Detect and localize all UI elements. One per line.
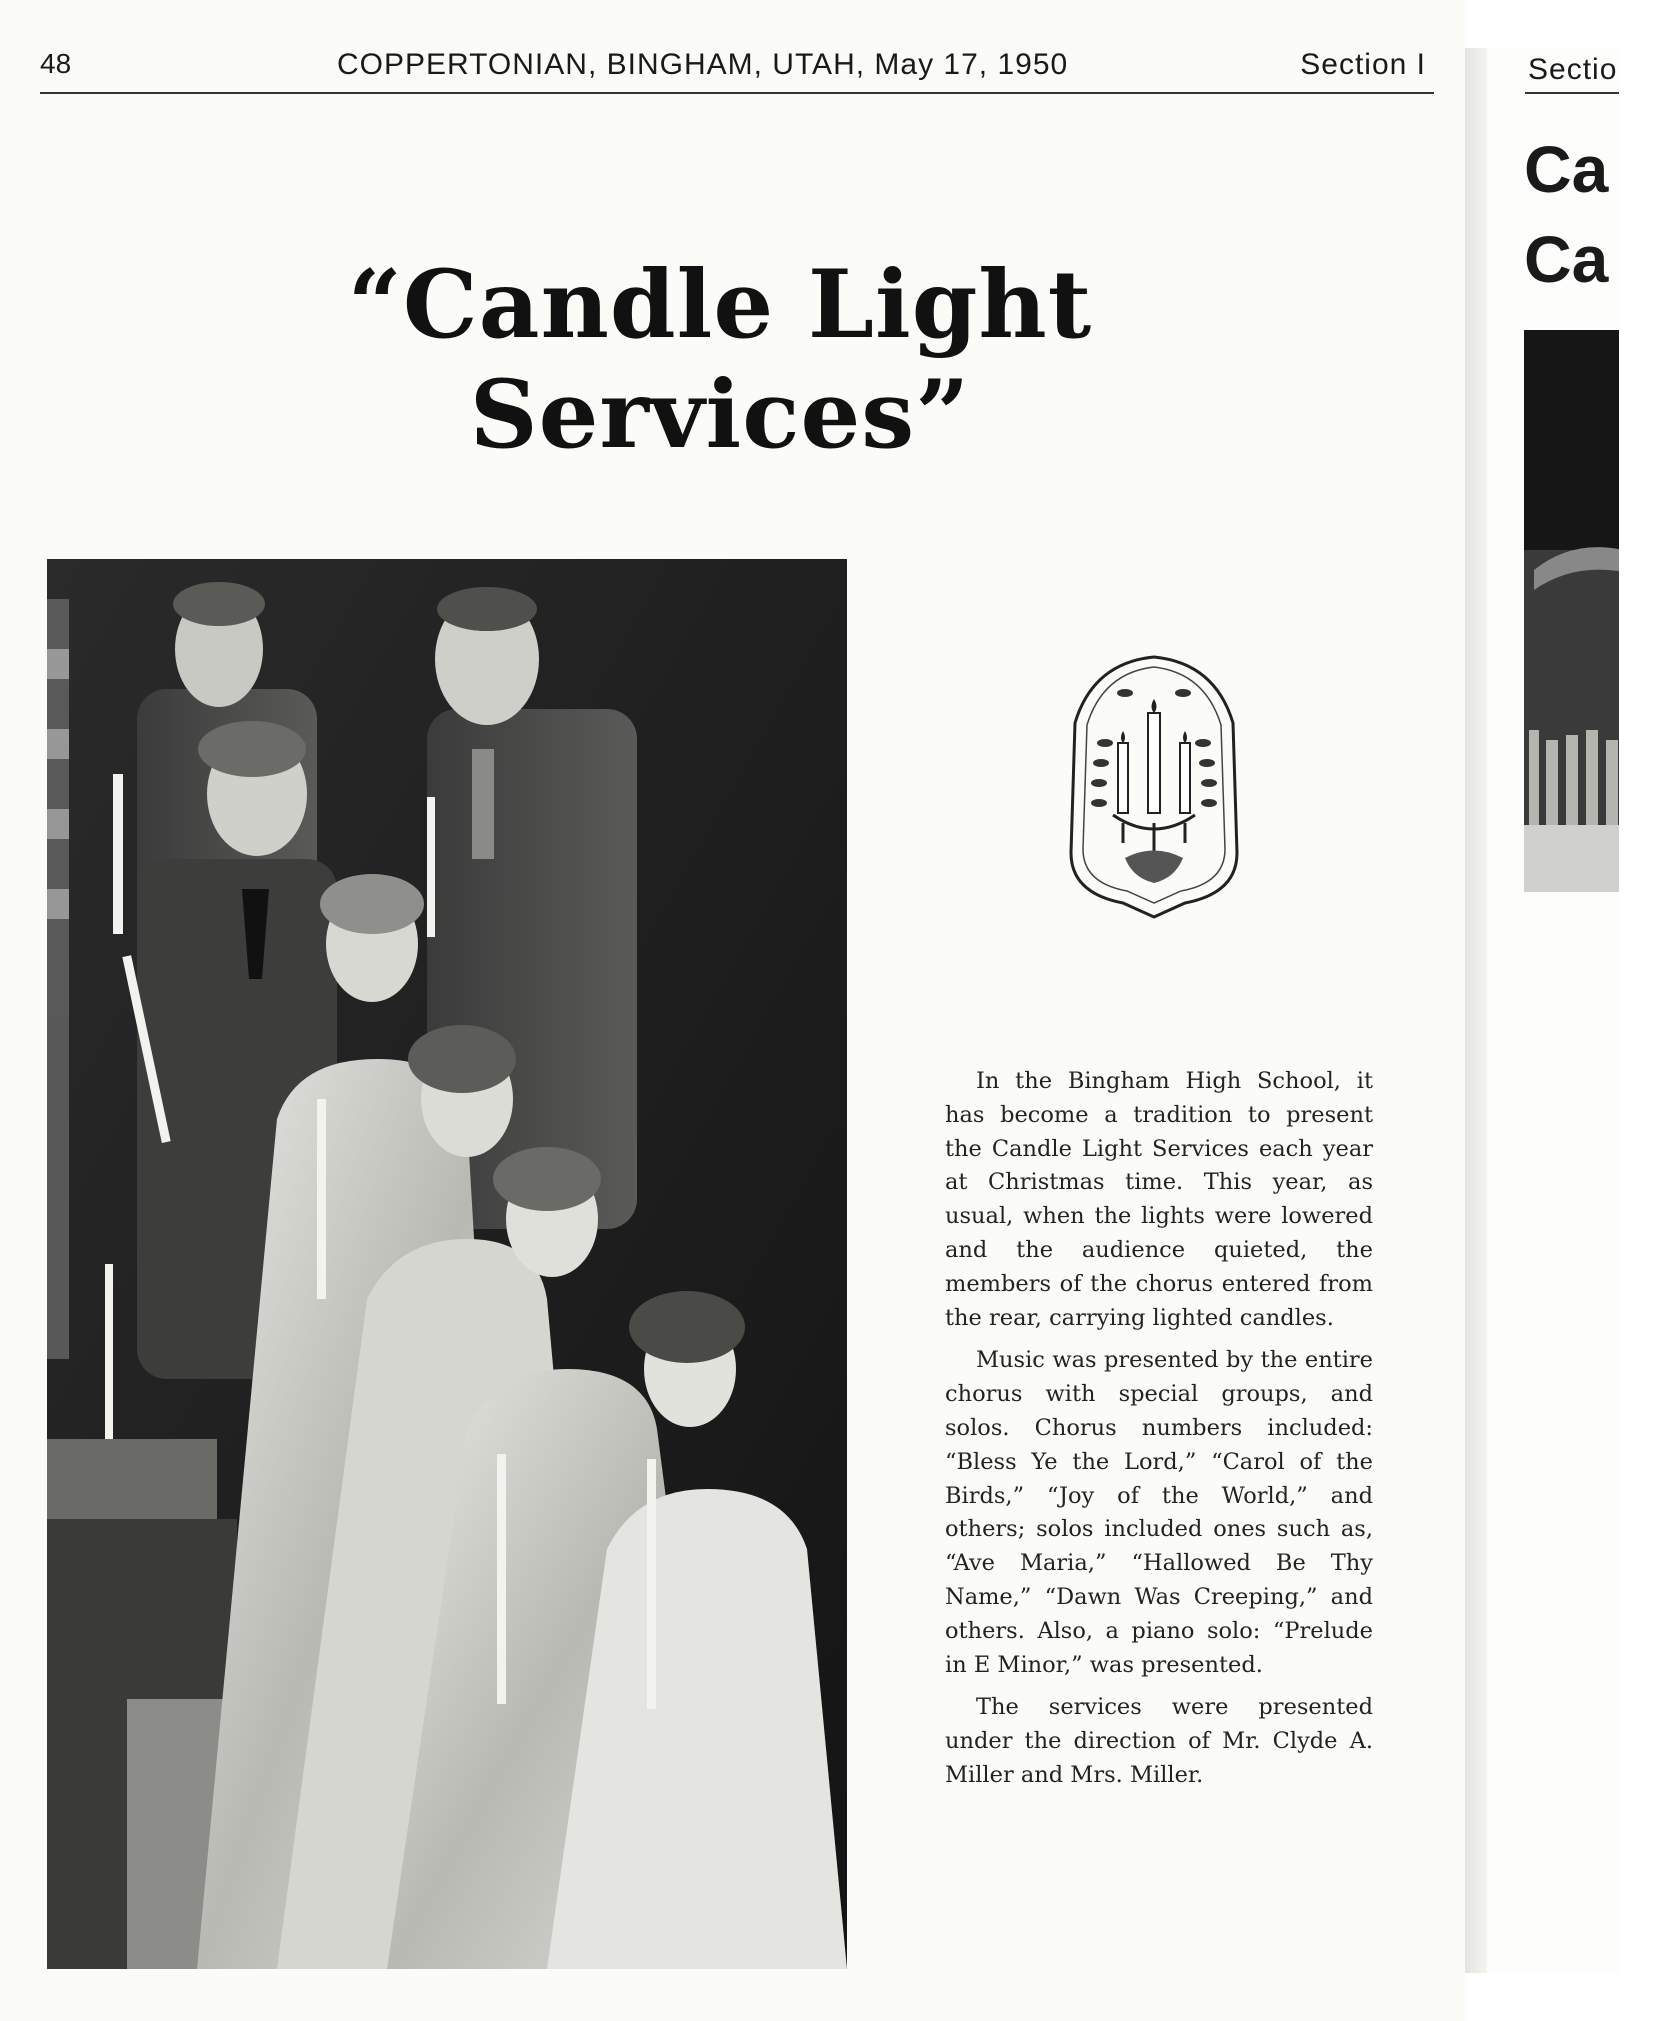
adjacent-section-label: Sectio — [1528, 53, 1618, 86]
adjacent-heading-line-1: Ca — [1524, 132, 1609, 206]
article-paragraph: In the Bingham High School, it has become a tradition to present the Candle Light Services each year at Christmas time. This year, as usual, when the lights were lowered and the audience quieted, the members of the chorus entered from the rear, carrying lighted candles. — [945, 1068, 1373, 1331]
stage-photo-drawing — [1524, 330, 1619, 892]
article-paragraph: Music was presented by the entire chorus with special groups, and solos. Chorus numbers included: “Bless Ye the Lord,” “Carol of the Birds,” “Joy of the World,” and others; solos included ones such as, “Ave Maria,” “Hallowed Be Thy Name,” “Dawn Was Creeping,” and others. Also, a piano solo: “Prelude in E Minor,” was presented. — [945, 1347, 1373, 1678]
article-body — [945, 1065, 1373, 1802]
adjacent-page — [1487, 48, 1619, 1973]
adjacent-heading-line-2: Ca — [1524, 222, 1609, 296]
section-label: Section I — [1300, 48, 1426, 81]
candelabra-icon — [1065, 653, 1243, 919]
chorus-photo-drawing — [47, 559, 847, 1969]
page-header — [40, 48, 1434, 94]
adjacent-stage-photo — [1524, 330, 1619, 892]
candelabra-ornament — [1065, 653, 1243, 919]
page-number: 48 — [40, 48, 72, 79]
adjacent-header-rule — [1525, 92, 1619, 94]
page-title: “Candle Light Services” — [347, 250, 1093, 470]
chorus-photo — [47, 559, 847, 1969]
page-margin — [1619, 0, 1659, 2021]
book-gutter — [1465, 48, 1487, 1973]
publication-line: COPPERTONIAN, BINGHAM, UTAH, May 17, 1950 — [337, 48, 1069, 81]
article-paragraph: The services were presented under the direction of Mr. Clyde A. Miller and Mrs. Miller. — [945, 1694, 1373, 1788]
flag-shape — [47, 599, 69, 1359]
